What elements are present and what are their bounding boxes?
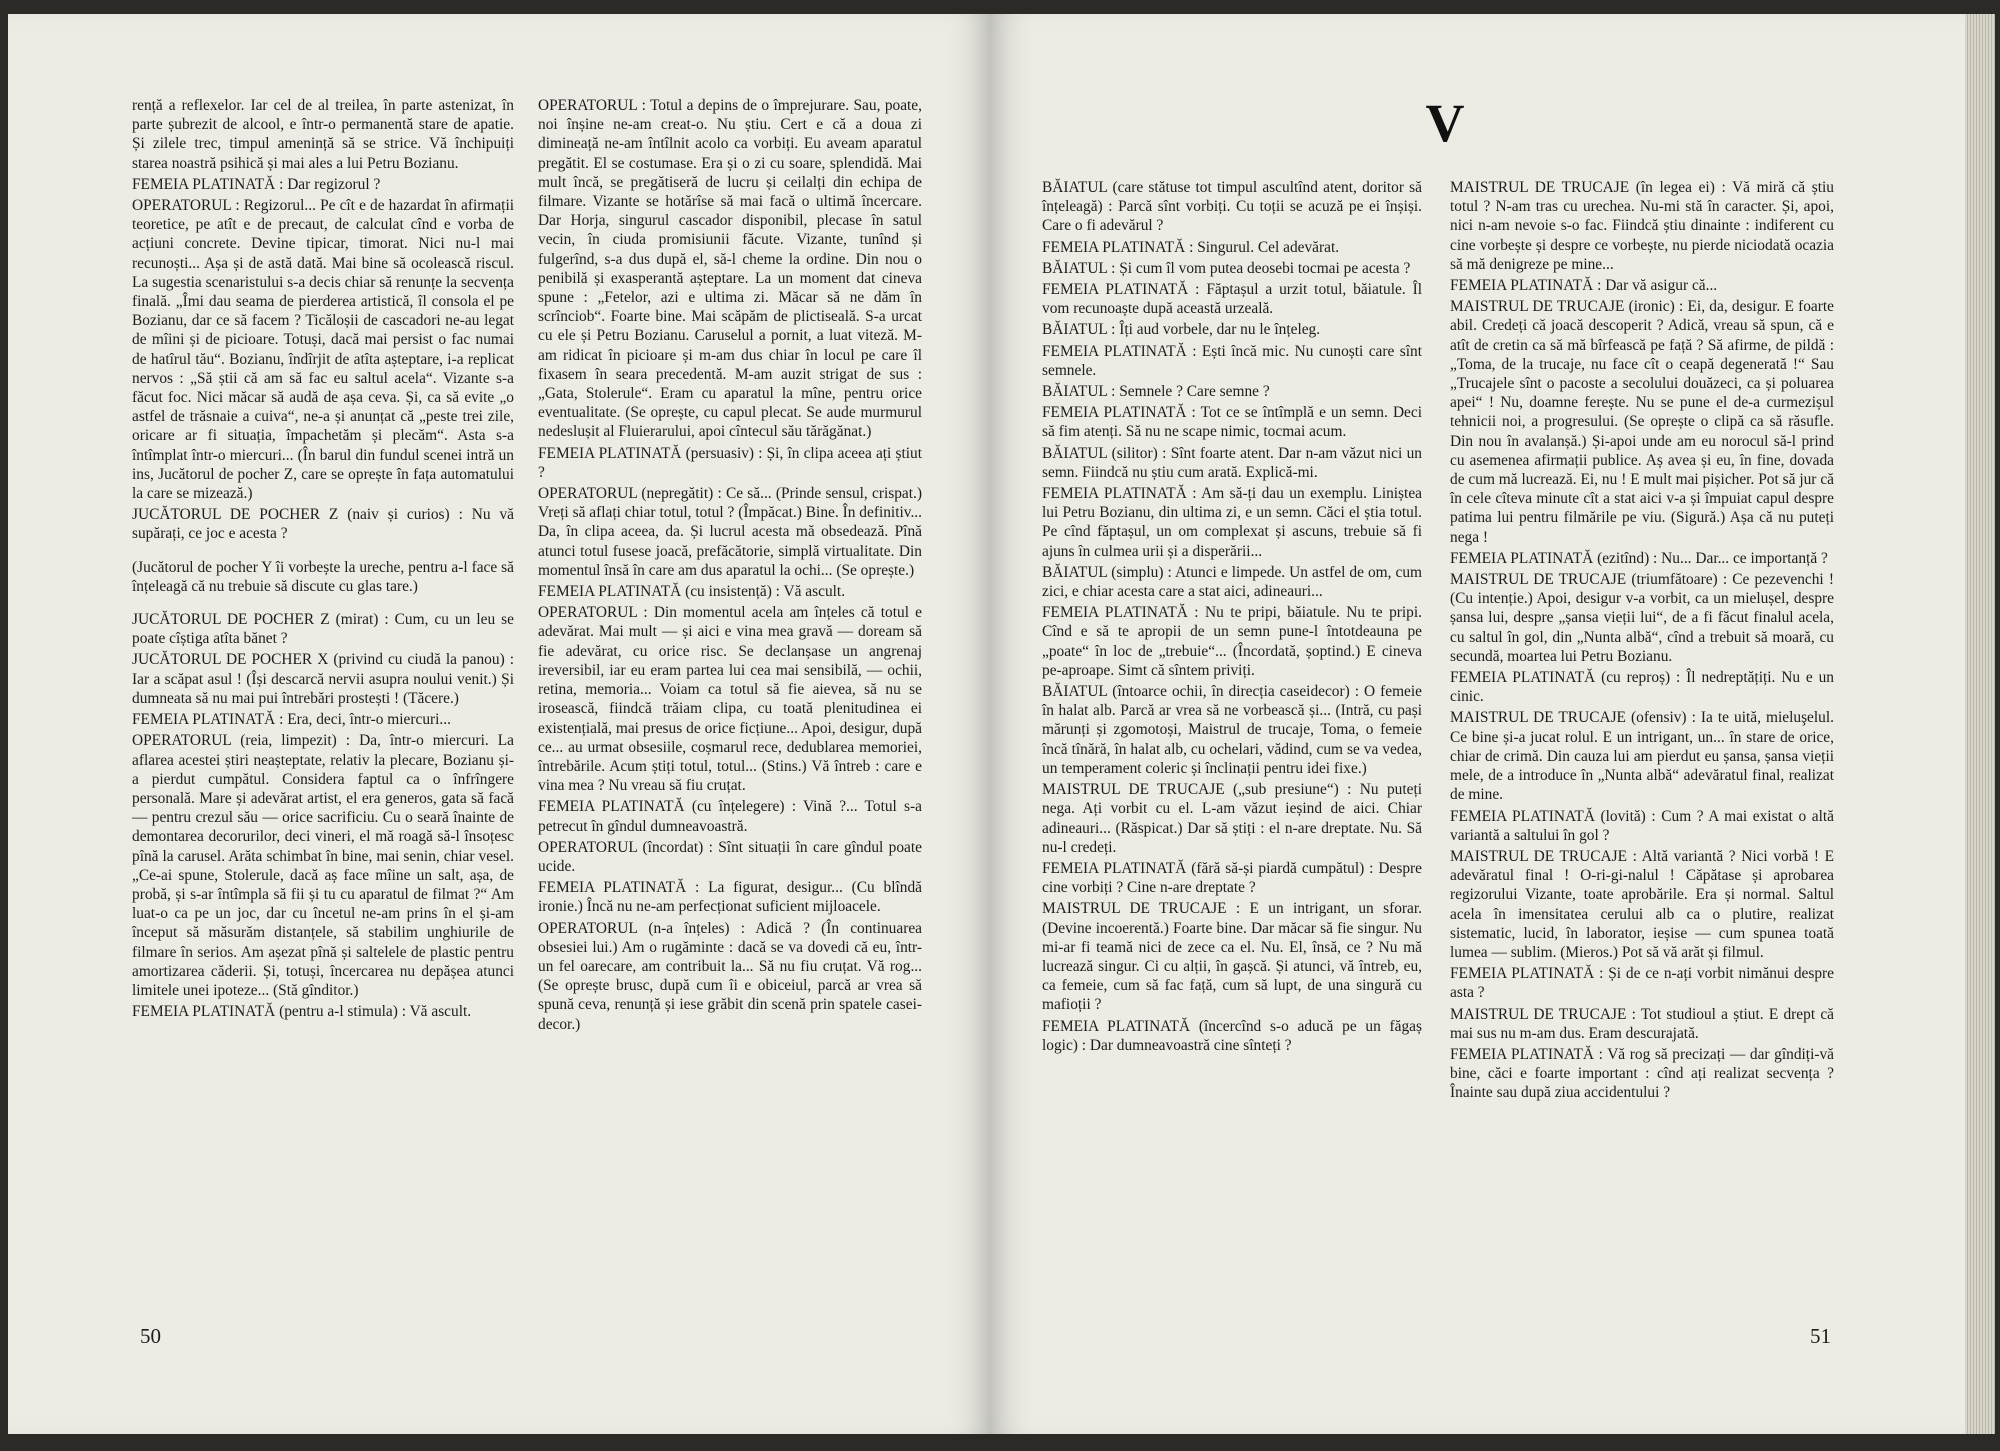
paragraph: BĂIATUL (întoarce ochii, în direcția caseidecor) : O femeie în halat alb. Parcă ar vrea să ne vorbească și... (Intră, cu pași mărunți și zgomotoși, Maistrul de trucaje, Toma, o femeie încă tînără, în halat alb, cu ochelari, vădind, cum se va vedea, un temperament coleric și înclinații pentru idei fixe.) [1042, 683, 1422, 777]
paragraph: JUCĂTORUL DE POCHER Z (mirat) : Cum, cu un leu se poate cîștiga atîta bănet ? [132, 611, 514, 648]
paragraph: OPERATORUL (încordat) : Sînt situații în care gîndul poate ucide. [538, 838, 922, 875]
paragraph: FEMEIA PLATINATĂ : Nu te pripi, băiatule. Nu te pripi. Cînd e să te apropii de un semn pune-l întotdeauna pe „poate“ în loc de „trebuie“... (Încordată, șoptind.) E cineva pe-aproape. Simt că sîntem priviți. [1042, 604, 1422, 679]
left-page-column-2 [538, 96, 922, 1036]
paragraph: FEMEIA PLATINATĂ (ezitînd) : Nu... Dar... ce importanță ? [1450, 549, 1828, 567]
paragraph: OPERATORUL (reia, limpezit) : Da, într-o miercuri. La aflarea acestei știri neașteptate, relativ la plecare, Bozianu și-a pierdut cumpătul. Considera faptul ca o înfrîngere personală. Mare și adevărat artist, el era generos, gata să facă — pentru crezul său — orice sacrificiu. Cu o seară înainte de demontarea decorurilor, deci vineri, el mă roagă să-l însoțesc pînă la carusel. Arăta schimbat în bine, mai senin, chiar vesel. „Ce-ai spune, Stolerule, dacă aș face mîine un salt, așa, de probă, și s-ar întîmpla să fii și tu cu aparatul de filmat ?“ Am luat-o ca pe un joc, dar cu încetul ne-am prins în el și-am început să măsurăm distanțele, să stabilim unghiurile de filmare în serios. Am așezat pînă și saltelele de plastic pentru amortizarea căderii. Și, totuși, încercarea nu depășea atunci limitele unei ipoteze... (Stă gînditor.) [132, 732, 514, 999]
paragraph: OPERATORUL (nepregătit) : Ce să... (Prinde sensul, crispat.) Vreți să aflați chiar totul, totul ? (Împăcat.) Bine. În definitiv... Da, în clipa aceea, da. Și lucrul acesta mă obsedează. Pînă atunci totul fusese joacă, prefăcătorie, simplă virtualitate. Din momentul însă în care am dus aparatul la ochi... (Se oprește.) [538, 485, 922, 579]
paragraph: FEMEIA PLATINATĂ : Tot ce se întîmplă e un semn. Deci să fim atenți. Să nu ne scape nimic, tocmai acum. [1042, 404, 1422, 441]
paragraph: OPERATORUL (n-a înțeles) : Adică ? (În continuarea obsesiei lui.) Am o rugăminte : dacă se va dovedi că eu, într-un fel oarecare, am contribuit la... Să nu fiu cruțat. Vă rog... (Se oprește brusc, după cum îi e obiceiul, parcă ar vrea să spună ceva, renunță și iese grăbit din scenă prin spatele casei-decor.) [538, 919, 922, 1033]
paragraph: MAISTRUL DE TRUCAJE (ironic) : Ei, da, desigur. E foarte abil. Credeți că joacă descoperit ? Adică, vreau să spun, că e atît de cretin ca să mă bîrfească pe față ? Să afirme, de pildă : „Toma, de la trucaje, nu face cît o ceapă degenerată !“ Sau „Trucajele sînt o pacoste a secolului douăzeci, ca și poluarea apei“ ! Nu, doamne ferește. Nu se pune el de-a curmezișul tehnicii noi, a progresului. (Se oprește o clipă ca să răsufle. Din nou în avalanșă.) Și-apoi unde am eu norocul să-l prind cu asemenea afirmații publice. Aș avea și eu, în fine, dovada de cum mă lucrează. Ei, nu ! E mult mai pișicher. Pot să jur că în cele cîteva minute cît a stat aici v-a și împuiat capul despre patima lui pentru filmările pe viu. (Sigură.) Așa că nu puteți nega ! [1450, 298, 1834, 546]
right-page-column-2 [1450, 178, 1834, 1105]
right-page-number: 51 [1810, 1324, 1831, 1348]
left-page-column-1 [132, 96, 514, 1023]
paragraph: BĂIATUL : Semnele ? Care semne ? [1042, 383, 1270, 401]
paragraph: FEMEIA PLATINATĂ : Dar vă asigur că... [1450, 277, 1718, 295]
paragraph: FEMEIA PLATINATĂ : Ești încă mic. Nu cunoști care sînt semnele. [1042, 342, 1422, 379]
paragraph: MAISTRUL DE TRUCAJE (ofensiv) : Ia te uită, mieluşelul. Ce bine și-a jucat rolul. E un intrigant, un... în stare de orice, chiar de crimă. Din cauza lui am pierdut eu șansa, șansa vieții mele, de a introduce în „Nunta albă“ adevăratul final, realizat de mine. [1450, 709, 1834, 804]
paragraph: JUCĂTORUL DE POCHER Z (naiv și curios) : Nu vă supărați, ce joc e acesta ? [132, 506, 514, 543]
paragraph: FEMEIA PLATINATĂ : Și de ce n-ați vorbit nimănui despre asta ? [1450, 965, 1834, 1002]
paragraph: OPERATORUL : Din momentul acela am înțeles că totul e adevărat. Mai mult — și aici e vina mea gravă — doream să fie adevărat, cu orice risc. Se declanșase un angrenaj ireversibil, iar eu eram partea lui cea mai sensibilă, — ochii, retina, memoria... Voiam ca totul să fie aievea, să nu se irosească, fiindcă trăiam clipa, cu toată plenitudinea ei existențială, mai presus de orice ficțiune... Apoi, desigur, după ce... au urmat obsesiile, coșmarul rece, dedublarea memoriei, întrebările. Acum știți totul, totul... (Stins.) Vă întreb : care e vina mea ? Nu vreau să fiu cruțat. [538, 604, 922, 795]
left-page-number: 50 [140, 1324, 161, 1348]
paragraph: OPERATORUL : Totul a depins de o împrejurare. Sau, poate, noi înșine ne-am creat-o. Nu știu. Cert e că a doua zi dimineață ne-am întîlnit acolo ca vorbiți. Eu aveam aparatul pregătit. El se costumase. Era și o zi cu soare, splendidă. Mai mult încă, se pregătiseră de lucru și ceilalți din echipa de filmare. Vizante se hotărîse să mai facă o ultimă încercare. Dar Horja, singurul cascador disponibil, plecase în satul vecin, în ciuda promisiunii făcute. Vizante, tunînd și fulgerînd, s-a dus după el, să-l cheme la ordine. Din nou o penibilă și exasperantă așteptare. La un moment dat cineva spune : „Fetelor, azi e ultima zi. Măcar să ne dăm în scrînciob“. Foarte bine. Mai scăpăm de plictiseală. S-a urcat cu ele și Petru Bozianu. Caruselul a pornit, a luat viteză. M-am ridicat în picioare și m-am dus chiar în locul pe care îl fixasem în seara precedentă. M-am auzit strigat de sus : „Gata, Stolerule“. Eram cu aparatul la mîne, pentru orice eventualitate. (Se oprește, cu capul plecat. Se aude murmurul nedeslușit al Fluierarului, apoi cîntecul său tărăgănat.) [538, 97, 922, 441]
paragraph: MAISTRUL DE TRUCAJE : Tot studioul a știut. E drept că mai sus nu m-am dus. Eram descurajată. [1450, 1005, 1834, 1042]
paragraph: FEMEIA PLATINATĂ : Făptașul a urzit totul, băiatule. Îl vom recunoaște după această urzeală. [1042, 281, 1422, 318]
paragraph: BĂIATUL : Îți aud vorbele, dar nu le înțeleg. [1042, 321, 1321, 339]
paragraph: MAISTRUL DE TRUCAJE (triumfătoare) : Ce pezevenchi ! (Cu intenție.) Apoi, desigur v-a vorbit, ca un mielușel, despre șansa lui, despre „șansa vieții lui“, de a fi făcut finalul acela, cu saltul în gol, din „Nunta albă“, cînd a trebuit să moară, cu secundă, moartea lui Petru Bozianu. [1450, 571, 1834, 665]
stage-direction: (Jucătorul de pocher Y îi vorbește la ureche, pentru a-l face să înțeleagă că nu trebuie să discute cu glas tare.) [132, 558, 514, 595]
paragraph: MAISTRUL DE TRUCAJE („sub presiune“) : Nu puteți nega. Ați vorbit cu el. L-am văzut ieșind de aici. Chiar adineauri... (Răspicat.) Dar să știți : el n-are dreptate. Nu. Să nu-l credeți. [1042, 781, 1422, 856]
paragraph: FEMEIA PLATINATĂ (fără să-și piardă cumpătul) : Despre cine vorbiți ? Cine n-are dreptate ? [1042, 859, 1422, 897]
paragraph: MAISTRUL DE TRUCAJE : E un intrigant, un sforar. (Devine incoerentă.) Foarte bine. Dar măcar să fie singur. Nu mi-ar fi teamă nici de zece ca el. Nu. El, însă, ce ? Nu mă lucrează singur. Ci cu alții, în gașcă. Și atunci, vă întreb, eu, ca femeie, cum să fac față, cum să lupt, de una singură cu mafioții ? [1042, 900, 1422, 1014]
paragraph: rență a reflexelor. Iar cel de al treilea, în parte astenizat, în parte șubrezit de alcool, e într-o permanentă stare de apatie. Și zilele trec, timpul amenință să se strice. Vă închipuiți starea noastră psihică și mai ales a lui Petru Bozianu. [132, 97, 514, 172]
paragraph: BĂIATUL (care stătuse tot timpul ascultînd atent, doritor să înțeleagă) : Parcă sînt vorbiți. Cu toții se acuză pe ei înșiși. Care o fi adevărul ? [1042, 179, 1422, 235]
paragraph: MAISTRUL DE TRUCAJE : Altă variantă ? Nici vorbă ! E adevăratul final ! O-ri-gi-nalul ! Căpătase și aprobarea regizorului Vizante, toate aprobările. Era și normal. Saltul acela în imensitatea cerului alb ca o plutire, realizat sistematic, lucid, în laborator, ieșise — cum spunea toată lumea — sublim. (Mieros.) Pot să vă arăt și filmul. [1450, 847, 1834, 961]
page-edges [1965, 14, 1995, 1434]
paragraph: FEMEIA PLATINATĂ : Am să-ți dau un exemplu. Liniștea lui Petru Bozianu, din ultima zi, e un semn. Căci el știa totul. Pe cînd făptașul, un om complexat și ascuns, trebuie să fi ajuns în culmea urii și a disperării... [1042, 485, 1422, 560]
paragraph: FEMEIA PLATINATĂ (încercînd s-o aducă pe un făgaș logic) : Dar dumneavoastră cine sînteți ? [1042, 1017, 1422, 1054]
paragraph: FEMEIA PLATINATĂ (lovită) : Cum ? A mai existat o altă variantă a saltului în gol ? [1450, 807, 1834, 844]
paragraph: BĂIATUL (simplu) : Atunci e limpede. Un astfel de om, cum zici, e chiar acesta care a stat aici, adineauri... [1042, 563, 1422, 601]
paragraph: FEMEIA PLATINATĂ (persuasiv) : Și, în clipa aceea ați știut ? [538, 444, 922, 481]
paragraph: FEMEIA PLATINATĂ : Singurul. Cel adevărat. [1042, 238, 1340, 256]
paragraph: BĂIATUL : Și cum îl vom putea deosebi tocmai pe acesta ? [1042, 259, 1411, 277]
paragraph: FEMEIA PLATINATĂ (cu insistență) : Vă ascult. [538, 583, 846, 601]
paragraph: FEMEIA PLATINATĂ (pentru a-l stimula) : Vă ascult. [132, 1003, 472, 1021]
paragraph: FEMEIA PLATINATĂ : La figurat, desigur... (Cu blîndă ironie.) Încă nu ne-am perfecționat suficient mijloacele. [538, 879, 922, 916]
paragraph: MAISTRUL DE TRUCAJE (în legea ei) : Vă miră că știu totul ? N-am tras cu urechea. Nu-mi stă în caracter. Și, apoi, nici n-am nevoie s-o fac. Fiindcă știu dinainte : indiferent cu cine vorbește și despre ce vorbește, nu pierde niciodată ocazia să mă denigreze pe mine... [1450, 179, 1834, 273]
paragraph: BĂIATUL (silitor) : Sînt foarte atent. Dar n-am văzut nici un semn. Fiindcă nu știu cum arată. Explică-mi. [1042, 444, 1422, 481]
paragraph: FEMEIA PLATINATĂ (cu înțelegere) : Vină ?... Totul s-a petrecut în gîndul dumneavoastră. [538, 798, 922, 835]
paragraph: FEMEIA PLATINATĂ : Era, deci, într-o miercuri... [132, 711, 451, 729]
right-page-column-1 [1042, 178, 1422, 1057]
paragraph: FEMEIA PLATINATĂ : Dar regizorul ? [132, 175, 381, 193]
paragraph: FEMEIA PLATINATĂ (cu reproș) : Îl nedreptățiți. Nu e un cinic. [1450, 669, 1834, 706]
paragraph: JUCĂTORUL DE POCHER X (privind cu ciudă la panou) : Iar a scăpat asul ! (Își descarcă nervii asupra noului venit.) Și dumneata să nu mai pui întrebări prostești ! (Tăcere.) [132, 651, 514, 707]
paragraph: FEMEIA PLATINATĂ : Vă rog să precizați — dar gîndiți-vă bine, căci e foarte important : cînd ați realizat secvența ? Înainte sau după ziua accidentului ? [1450, 1045, 1834, 1102]
chapter-heading: V [1425, 93, 1465, 153]
paragraph: OPERATORUL : Regizorul... Pe cît e de hazardat în afirmații teoretice, pe atît e de precaut, de calculat cînd e vorba de acțiuni concrete. Devine tipicar, timorat. Nici nu-l mai recunoști... Așa și de astă dată. Mai bine să ocolească riscul. La sugestia scenaristului s-a decis chiar să renunțe la secvența finală. „Îmi dau seama de pierderea artistică, îl consola el pe Bozianu, dar ce să facem ? Ticăloșii de cascadori ne-au legat de mîini și de picioare. Totuși, dacă mai persist o fac numai de hatîrul tău“. Bozianu, îndîrjit de atîta așteptare, i-a replicat nervos : „Să știi că am să fac eu saltul acela“. Vizante s-a făcut foc. Nici măcar să audă de așa ceva. Și, ca să evite „o astfel de trăsnaie a cuiva“, ne-a și anunțat că „peste trei zile, oricare ar fi situația, împachetăm și plecăm“. Asta s-a întîmplat într-o miercuri... (În barul din fundul scenei intră un ins, Jucătorul de pocher Z, care se oprește în fața automatului la care se mizează.) [132, 197, 514, 503]
